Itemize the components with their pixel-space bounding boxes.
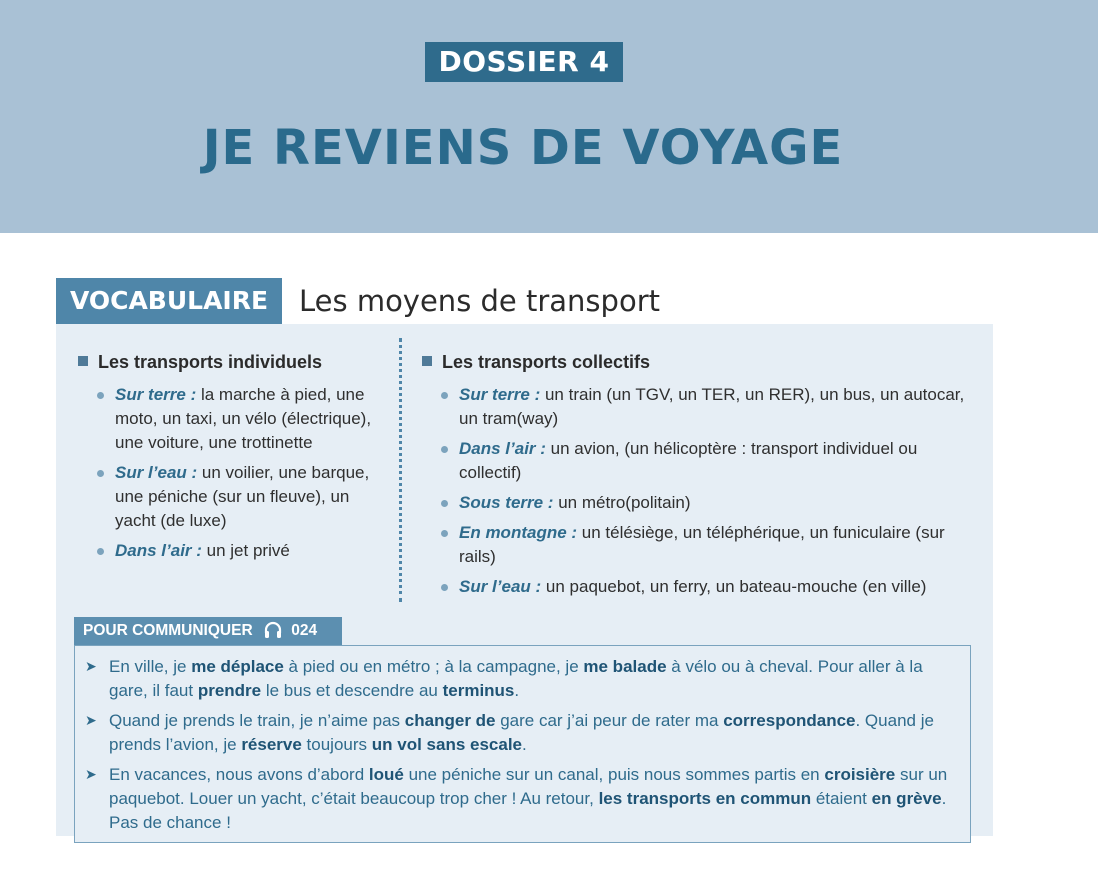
collective-heading [422, 350, 650, 374]
key-expression: croisière [824, 765, 896, 784]
sentence-text: le bus et descendre au [261, 681, 443, 700]
key-expression: me déplace [191, 657, 284, 676]
sentence-text: En vacances, nous avons d’abord [109, 765, 369, 784]
header-banner [0, 0, 1098, 233]
individual-heading [78, 350, 322, 374]
item-label: Sous terre : [459, 493, 554, 512]
key-expression: prendre [197, 681, 262, 700]
collective-list [459, 383, 984, 605]
communicate-item [109, 655, 965, 703]
section-title: Les moyens de transport [299, 284, 660, 318]
key-expression: changer de [404, 711, 496, 730]
key-expression: en grève [871, 789, 942, 808]
sentence-text: . Quand je prends l’avion, je [109, 711, 934, 754]
sentence-text: En ville, je [109, 657, 192, 676]
key-expression: me balade [583, 657, 667, 676]
dossier-badge: DOSSIER 4 [425, 42, 623, 82]
sentence-text: Quand je prends le train, je n’aime pas [109, 711, 405, 730]
list-item [459, 491, 984, 515]
key-expression: les transports en commun [598, 789, 812, 808]
key-expression: réserve [241, 735, 302, 754]
section-tag: VOCABULAIRE [56, 278, 282, 324]
communicate-tag [74, 617, 342, 645]
individual-heading-text: Les transports individuels [98, 352, 323, 372]
individual-list [115, 383, 387, 569]
item-label: Dans l’air : [459, 439, 546, 458]
list-item [115, 539, 387, 563]
item-label: Sur l’eau : [115, 463, 198, 482]
item-text: un jet privé [201, 541, 290, 560]
item-text: la marche à pied, une moto, un taxi, un vélo (électrique), une voiture, une trottinette [115, 385, 372, 452]
list-item [115, 383, 387, 455]
item-text: un paquebot, un ferry, un bateau-mouche (en ville) [541, 577, 927, 596]
key-expression: correspondance [723, 711, 856, 730]
square-bullet-icon [422, 356, 432, 366]
column-divider [399, 338, 402, 602]
communicate-label: POUR COMMUNIQUER [83, 622, 253, 639]
item-label: Dans l’air : [115, 541, 202, 560]
sentence-text: sur un paquebot. Louer un yacht, c’était beaucoup trop cher ! Au retour, [109, 765, 948, 808]
sentence-text: . Pas de chance ! [109, 789, 947, 832]
item-label: En montagne : [459, 523, 578, 542]
collective-heading-text: Les transports collectifs [442, 352, 651, 372]
sentence-text: étaient [811, 789, 872, 808]
square-bullet-icon [78, 356, 88, 366]
key-expression: loué [368, 765, 404, 784]
item-text: un télésiège, un téléphérique, un funiculaire (sur rails) [459, 523, 945, 566]
communicate-list [109, 655, 965, 841]
item-text: un avion, (un hélicoptère : transport individuel ou collectif) [459, 439, 918, 482]
key-expression: un vol sans escale [371, 735, 523, 754]
communicate-item [109, 709, 965, 757]
sentence-text: toujours [301, 735, 372, 754]
item-label: Sur terre : [459, 385, 541, 404]
item-label: Sur terre : [115, 385, 197, 404]
list-item [459, 437, 984, 485]
audio-track-number: 024 [291, 622, 318, 639]
sentence-text: une péniche sur un canal, puis nous sommes partis en [403, 765, 825, 784]
list-item [459, 383, 984, 431]
list-item [459, 521, 984, 569]
communicate-item [109, 763, 965, 835]
item-label: Sur l’eau : [459, 577, 542, 596]
item-text: un métro(politain) [553, 493, 691, 512]
sentence-text: gare car j’ai peur de rater ma [495, 711, 724, 730]
list-item [115, 461, 387, 533]
key-expression: terminus [442, 681, 515, 700]
sentence-text: . [514, 681, 520, 700]
sentence-text: à pied ou en métro ; à la campagne, je [283, 657, 584, 676]
item-text: un voilier, une barque, une péniche (sur un fleuve), un yacht (de luxe) [115, 463, 370, 530]
sentence-text: à vélo ou à cheval. Pour aller à la gare, il faut [109, 657, 923, 700]
list-item [459, 575, 984, 599]
item-text: un train (un TGV, un TER, un RER), un bus, un autocar, un tram(way) [459, 385, 965, 428]
sentence-text: . [522, 735, 527, 754]
page-title: JE REVIENS DE VOYAGE [202, 120, 844, 176]
